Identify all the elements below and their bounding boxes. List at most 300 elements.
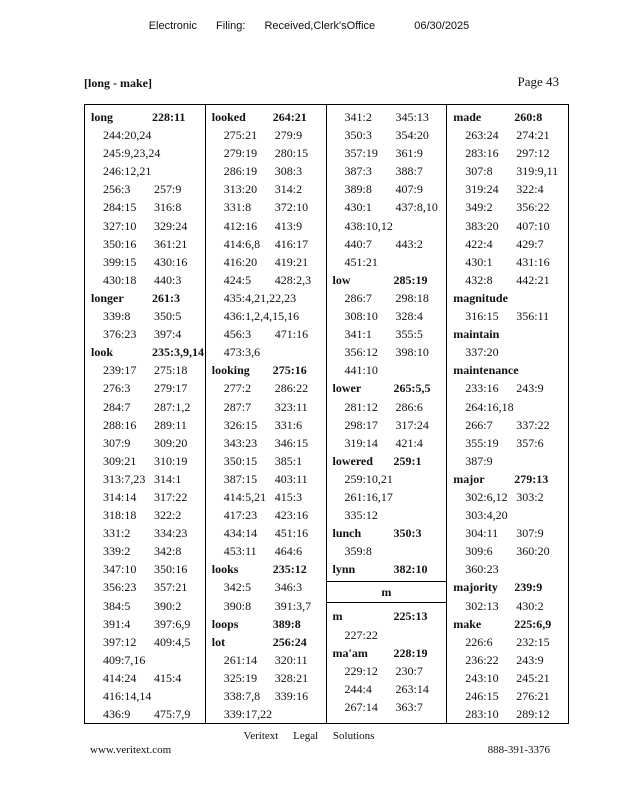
- index-reference-line: [453, 253, 568, 271]
- index-reference-line: [212, 198, 326, 216]
- index-headword-line: [212, 361, 326, 379]
- page-line-ref: 397:4: [154, 327, 182, 342]
- page-line-ref: 304:11: [465, 526, 499, 541]
- page-line-ref: 471:16: [274, 327, 309, 342]
- page-line-ref: 423:16: [274, 508, 309, 523]
- index-reference-line: [333, 361, 447, 379]
- index-reference-line: [212, 488, 326, 506]
- index-reference-line: [453, 307, 568, 325]
- page-line-ref: 319:14: [344, 435, 378, 450]
- page-line-ref: 316:8: [154, 200, 182, 215]
- index-reference-line: [91, 633, 205, 651]
- page-line-ref: 308:10: [344, 309, 378, 324]
- page-line-ref: 339:16: [274, 689, 309, 703]
- page-line-ref: 228:19: [393, 645, 428, 660]
- index-reference-line: [91, 217, 205, 235]
- index-reference-line: [91, 144, 205, 162]
- index-reference-line: [91, 361, 205, 379]
- page-line-ref: 430:16: [154, 254, 188, 269]
- page-line-ref: 239:17: [103, 363, 137, 378]
- page-line-ref: 245:21: [516, 670, 550, 685]
- page-line-ref: 361:21: [154, 236, 188, 251]
- index-reference-line: [91, 560, 205, 578]
- page-line-ref: 318:18: [103, 508, 137, 523]
- footer-word-1: Veritext: [243, 730, 279, 742]
- page-line-ref: 307:8: [465, 164, 493, 179]
- page-line-ref: 385:1: [274, 453, 303, 468]
- index-reference-line: [333, 416, 447, 434]
- footer-website: www.veritext.com: [90, 744, 172, 756]
- index-reference-line: [212, 271, 326, 289]
- footer-word-2: Legal: [293, 730, 319, 742]
- page-line-ref: 239:9: [514, 580, 543, 595]
- index-reference-line: [91, 705, 205, 723]
- index-reference-line: [91, 416, 205, 434]
- index-headword-line: [333, 560, 447, 578]
- page-line-ref: 309:21: [103, 453, 137, 468]
- page-line-ref: 389:8: [272, 616, 301, 631]
- page-line-ref: 326:15: [223, 417, 258, 432]
- index-reference-line: [212, 217, 326, 235]
- page-line-ref: 363:7: [395, 699, 423, 714]
- page-line-ref: 339:17,22: [223, 707, 273, 722]
- footer-phone: 888-391-3376: [487, 744, 550, 756]
- index-reference-line: [333, 626, 447, 644]
- page-line-ref: 288:16: [103, 417, 137, 432]
- page-line-ref: 319:24: [465, 182, 499, 197]
- page-line-ref: 415:3: [274, 489, 303, 504]
- index-reference-line: [333, 542, 447, 560]
- page-line-ref: 284:7: [103, 399, 131, 414]
- index-reference-line: [453, 162, 568, 180]
- index-reference-line: [212, 669, 326, 687]
- page-line-ref: 286:7: [344, 290, 372, 305]
- page-line-ref: 387:3: [344, 164, 372, 179]
- page-line-ref: 308:3: [274, 164, 303, 179]
- index-headword-line: [333, 644, 447, 662]
- index-reference-line: [91, 506, 205, 524]
- page-line-ref: 322:2: [154, 508, 182, 523]
- page-line-ref: 422:4: [465, 236, 493, 251]
- page-line-ref: 302:13: [465, 598, 499, 613]
- index-headword-line: [212, 633, 326, 651]
- index-reference-line: [212, 687, 326, 705]
- page-line-ref: 357:19: [344, 146, 378, 161]
- page-line-ref: 430:18: [103, 272, 137, 287]
- index-reference-line: [91, 271, 205, 289]
- page-line-ref: 289:12: [516, 707, 550, 722]
- filing-date: 06/30/2025: [414, 20, 470, 32]
- page-line-ref: 303:4,20: [465, 508, 508, 523]
- index-reference-line: [212, 180, 326, 198]
- page-line-ref: 431:16: [516, 254, 550, 269]
- index-reference-line: [91, 126, 205, 144]
- index-reference-line: [333, 506, 447, 524]
- page-line-ref: 325:19: [223, 670, 258, 685]
- index-column-3: [327, 105, 448, 723]
- page-line-ref: 342:8: [154, 544, 182, 559]
- index-reference-line: [453, 126, 568, 144]
- index-headword-line: [453, 361, 568, 379]
- index-headword: lot: [211, 634, 226, 649]
- index-column-4: [447, 105, 568, 723]
- page-line-ref: 309:6: [465, 544, 493, 559]
- page-line-ref: 345:13: [395, 110, 429, 124]
- page-line-ref: 436:1,2,4,15,16: [223, 309, 300, 324]
- index-headword-line: [453, 289, 568, 307]
- index-headword: maintain: [453, 327, 500, 342]
- page-line-ref: 451:16: [274, 526, 309, 541]
- page-line-ref: 244:4: [344, 681, 372, 696]
- page-line-ref: 342:5: [223, 580, 252, 595]
- index-reference-line: [212, 325, 326, 343]
- index-reference-line: [212, 597, 326, 615]
- page-line-ref: 350:15: [223, 453, 258, 468]
- page-line-ref: 354:20: [395, 128, 429, 143]
- index-reference-line: [212, 452, 326, 470]
- page-line-ref: 279:17: [154, 381, 188, 396]
- page-line-ref: 397:6,9: [154, 616, 191, 631]
- word-index-grid: [84, 104, 569, 724]
- page-line-ref: 475:7,9: [154, 707, 191, 722]
- index-headword-line: [333, 379, 447, 397]
- page-line-ref: 440:3: [154, 272, 182, 287]
- index-reference-line: [91, 470, 205, 488]
- index-headword-line: [91, 108, 205, 126]
- index-reference-line: [91, 307, 205, 325]
- page-line-ref: 303:2: [516, 489, 544, 504]
- index-reference-line: [212, 379, 326, 397]
- index-headword-line: [212, 108, 326, 126]
- filing-electronic: Electronic: [148, 20, 197, 32]
- page-line-ref: 414:5,21: [223, 489, 267, 504]
- page-line-ref: 376:23: [103, 327, 137, 342]
- index-reference-line: [91, 615, 205, 633]
- page-line-ref: 256:3: [103, 182, 131, 197]
- page-line-ref: 339:8: [103, 309, 131, 324]
- index-reference-line: [91, 452, 205, 470]
- page-line-ref: 473:3,6: [223, 345, 261, 360]
- page-line-ref: 434:14: [223, 526, 258, 541]
- page-line-ref: 407:9: [395, 182, 423, 197]
- index-reference-line: [333, 217, 447, 235]
- page-line-ref: 437:8,10: [395, 200, 438, 215]
- index-reference-line: [91, 434, 205, 452]
- page-line-ref: 327:10: [103, 218, 137, 233]
- page-line-ref: 302:6,12: [465, 489, 508, 504]
- index-headword-line: [212, 615, 326, 633]
- page-line-ref: 372:10: [274, 200, 309, 215]
- page-line-ref: 313:20: [223, 182, 258, 197]
- index-reference-line: [453, 144, 568, 162]
- page-line-ref: 310:19: [154, 453, 188, 468]
- page-line-ref: 314:1: [154, 471, 182, 486]
- index-reference-line: [212, 253, 326, 271]
- page-line-ref: 227:22: [344, 627, 378, 642]
- page-line-ref: 412:16: [223, 218, 258, 233]
- page-line-ref: 314:2: [274, 182, 303, 197]
- page-line-ref: 356:22: [516, 200, 550, 215]
- page-line-ref: 383:20: [465, 218, 499, 233]
- page-line-ref: 316:15: [465, 309, 499, 324]
- page-line-ref: 421:4: [395, 435, 423, 450]
- page-line-ref: 384:5: [103, 598, 131, 613]
- page-line-ref: 279:13: [514, 471, 549, 486]
- index-headword: major: [453, 471, 485, 486]
- page-line-ref: 361:9: [395, 146, 423, 161]
- page-line-ref: 275:18: [154, 363, 188, 378]
- page-line-ref: 416:20: [223, 254, 258, 269]
- index-reference-line: [212, 470, 326, 488]
- index-headword-line: [333, 607, 447, 625]
- page-line-ref: 416:14,14: [103, 689, 152, 703]
- index-headword: looking: [211, 363, 250, 378]
- page-line-ref: 331:6: [274, 417, 303, 432]
- page-line-ref: 343:23: [223, 435, 258, 450]
- page-line-ref: 287:7: [223, 399, 252, 414]
- index-headword: make: [453, 616, 482, 631]
- index-reference-line: [453, 271, 568, 289]
- index-reference-line: [212, 506, 326, 524]
- page-line-ref: 350:5: [154, 309, 182, 324]
- index-headword: longer: [91, 290, 124, 305]
- page-line-ref: 341:2: [344, 110, 372, 124]
- page-line-ref: 350:3: [344, 128, 372, 143]
- page-line-ref: 399:15: [103, 254, 137, 269]
- page-line-ref: 286:19: [223, 164, 258, 179]
- filing-received: Received,Clerk'sOffice: [264, 20, 376, 32]
- page-line-ref: 283:16: [465, 146, 499, 161]
- page-line-ref: 263:14: [395, 681, 429, 696]
- index-reference-line: [453, 379, 568, 397]
- page-line-ref: 390:8: [223, 598, 252, 613]
- page-line-ref: 349:2: [465, 200, 493, 215]
- index-reference-line: [212, 144, 326, 162]
- page-line-ref: 357:21: [154, 580, 188, 595]
- page-line-ref: 356:11: [516, 309, 550, 324]
- page-line-ref: 319:9,11: [516, 164, 559, 179]
- page-line-ref: 225:6,9: [514, 616, 552, 631]
- page-line-ref: 398:10: [395, 345, 429, 360]
- page-line-ref: 334:23: [154, 526, 188, 541]
- index-headword: magnitude: [453, 290, 508, 305]
- index-reference-line: [91, 542, 205, 560]
- index-reference-line: [453, 687, 568, 705]
- page-line-ref: 417:23: [223, 508, 258, 523]
- page-line-ref: 419:21: [274, 254, 309, 269]
- index-reference-line: [333, 680, 447, 698]
- page-line-ref: 267:14: [344, 699, 378, 714]
- index-reference-line: [453, 669, 568, 687]
- page-line-ref: 230:7: [395, 663, 423, 678]
- page-line-ref: 337:22: [516, 417, 550, 432]
- page-line-ref: 430:2: [516, 598, 544, 613]
- index-reference-line: [91, 253, 205, 271]
- index-reference-line: [333, 488, 447, 506]
- page-line-ref: 397:12: [103, 634, 137, 649]
- page-line-ref: 387:15: [223, 471, 258, 486]
- index-headword-line: [212, 560, 326, 578]
- index-reference-line: [212, 434, 326, 452]
- page-line-ref: 275:21: [223, 128, 258, 143]
- index-reference-line: [333, 108, 447, 126]
- page-line-ref: 329:24: [154, 218, 188, 233]
- index-reference-line: [453, 705, 568, 723]
- page-line-ref: 414:6,8: [223, 236, 261, 251]
- index-headword: looks: [211, 562, 239, 577]
- page-line-ref: 430:1: [344, 200, 372, 215]
- page-line-ref: 264:16,18: [465, 399, 514, 414]
- page-line-ref: 440:7: [344, 236, 372, 251]
- index-reference-line: [91, 488, 205, 506]
- page-line-ref: 339:2: [103, 544, 131, 559]
- page-line-ref: 261:3: [152, 290, 180, 305]
- page-line-ref: 286:22: [274, 381, 309, 396]
- index-reference-line: [453, 633, 568, 651]
- index-reference-line: [453, 180, 568, 198]
- page-line-ref: 443:2: [395, 236, 423, 251]
- page-line-ref: 356:23: [103, 580, 137, 595]
- page-line-ref: 409:4,5: [154, 634, 191, 649]
- index-reference-line: [212, 524, 326, 542]
- index-headword: made: [453, 110, 482, 124]
- page-line-ref: 235:12: [272, 562, 307, 577]
- page-line-ref: 277:2: [223, 381, 252, 396]
- index-reference-line: [91, 325, 205, 343]
- page-line-ref: 297:12: [516, 146, 550, 161]
- page-line-ref: 245:9,23,24: [103, 146, 161, 161]
- index-reference-line: [333, 307, 447, 325]
- page-line-ref: 261:14: [223, 652, 258, 667]
- page-line-ref: 276:21: [516, 689, 550, 703]
- index-headword: lower: [332, 381, 362, 396]
- page-line-ref: 263:24: [465, 128, 499, 143]
- index-headword: m: [332, 609, 343, 624]
- page-line-ref: 259:10,21: [344, 471, 393, 486]
- index-reference-line: [453, 560, 568, 578]
- page-line-ref: 309:20: [154, 435, 188, 450]
- page-line-ref: 260:8: [514, 110, 543, 124]
- page-line-ref: 298:18: [395, 290, 429, 305]
- page-line-ref: 323:11: [274, 399, 308, 414]
- index-headword-line: [453, 578, 568, 596]
- index-reference-line: [91, 162, 205, 180]
- page-line-ref: 235:3,9,14: [152, 345, 204, 360]
- page-line-ref: 441:10: [344, 363, 378, 378]
- index-headword-line: [333, 452, 447, 470]
- page-line-ref: 391:4: [103, 616, 131, 631]
- page-line-ref: 416:17: [274, 236, 309, 251]
- page-line-ref: 331:2: [103, 526, 131, 541]
- page-line-ref: 350:3: [393, 526, 422, 541]
- page-line-ref: 265:5,5: [393, 381, 431, 396]
- page-line-ref: 346:15: [274, 435, 309, 450]
- filing-label: Filing:: [216, 20, 246, 32]
- page-line-ref: 360:20: [516, 544, 550, 559]
- page-line-ref: 453:11: [223, 544, 257, 559]
- page-line-ref: 317:24: [395, 417, 429, 432]
- page-line-ref: 284:15: [103, 200, 137, 215]
- index-reference-line: [453, 434, 568, 452]
- index-reference-line: [212, 416, 326, 434]
- page-line-ref: 236:22: [465, 652, 499, 667]
- index-reference-line: [333, 398, 447, 416]
- index-reference-line: [91, 651, 205, 669]
- section-heading: m: [327, 581, 447, 603]
- index-reference-line: [212, 235, 326, 253]
- page-line-ref: 228:11: [152, 110, 186, 124]
- page-line-ref: 320:11: [274, 652, 308, 667]
- index-reference-line: [333, 325, 447, 343]
- page-line-ref: 266:7: [465, 417, 493, 432]
- page-line-ref: 409:7,16: [103, 652, 146, 667]
- index-range: [long - make]: [84, 76, 152, 90]
- page-line-ref: 355:19: [465, 435, 499, 450]
- index-reference-line: [212, 289, 326, 307]
- index-reference-line: [333, 198, 447, 216]
- index-reference-line: [333, 162, 447, 180]
- page-line-ref: 246:12,21: [103, 164, 152, 179]
- index-reference-line: [453, 597, 568, 615]
- page-line-ref: 350:16: [154, 562, 188, 577]
- page-line-ref: 246:15: [465, 689, 499, 703]
- index-headword: look: [91, 345, 114, 360]
- index-headword-line: [91, 343, 205, 361]
- index-headword: long: [91, 110, 114, 124]
- page-line-ref: 451:21: [344, 254, 378, 269]
- page-line-ref: 347:10: [103, 562, 137, 577]
- index-reference-line: [333, 698, 447, 716]
- page-line-ref: 442:21: [516, 272, 550, 287]
- index-headword: low: [332, 272, 351, 287]
- index-reference-line: [91, 235, 205, 253]
- index-reference-line: [91, 669, 205, 687]
- page-line-ref: 438:10,12: [344, 218, 393, 233]
- index-reference-line: [453, 452, 568, 470]
- index-reference-line: [212, 307, 326, 325]
- index-reference-line: [212, 126, 326, 144]
- index-reference-line: [91, 687, 205, 705]
- index-reference-line: [333, 126, 447, 144]
- page-line-ref: 355:5: [395, 327, 423, 342]
- page-line-ref: 415:4: [154, 670, 182, 685]
- index-reference-line: [333, 434, 447, 452]
- page-line-ref: 414:24: [103, 670, 137, 685]
- index-reference-line: [212, 162, 326, 180]
- page-line-ref: 335:12: [344, 508, 378, 523]
- index-reference-line: [333, 180, 447, 198]
- page-line-ref: 391:3,7: [274, 598, 312, 613]
- page-line-ref: 403:11: [274, 471, 308, 486]
- page-line-ref: 432:8: [465, 272, 493, 287]
- page-line-ref: 257:9: [154, 182, 182, 197]
- page-line-ref: 279:19: [223, 146, 258, 161]
- page-line-ref: 407:10: [516, 218, 550, 233]
- page-line-ref: 328:21: [274, 670, 309, 685]
- page-line-ref: 387:9: [465, 453, 493, 468]
- page-line-ref: 388:7: [395, 164, 423, 179]
- page-line-ref: 428:2,3: [274, 272, 312, 287]
- page-line-ref: 233:16: [465, 381, 499, 396]
- page-line-ref: 287:1,2: [154, 399, 191, 414]
- page-line-ref: 244:20,24: [103, 128, 152, 143]
- page-line-ref: 424:5: [223, 272, 252, 287]
- index-reference-line: [453, 398, 568, 416]
- index-headword: lynn: [332, 562, 356, 577]
- page-line-ref: 275:16: [272, 363, 307, 378]
- index-reference-line: [333, 235, 447, 253]
- index-reference-line: [212, 578, 326, 596]
